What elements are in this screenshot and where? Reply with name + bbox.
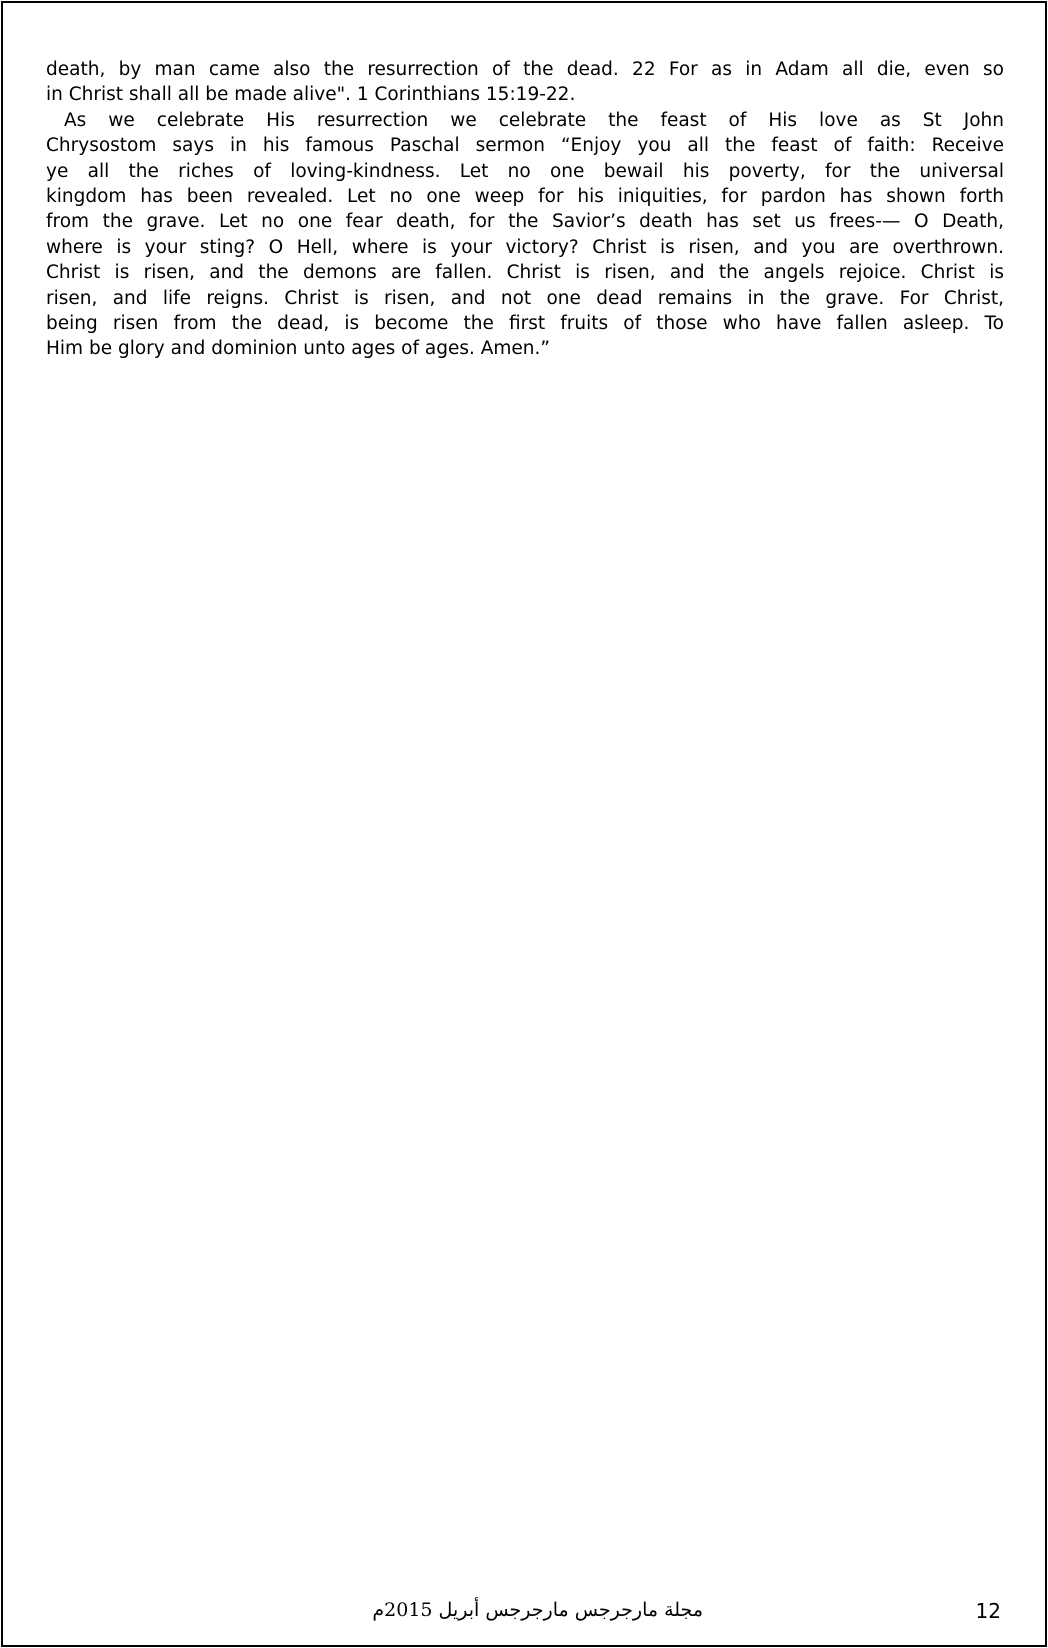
footer-magazine-title: مجلة مارجرجس مارجرجس أبريل 2015م: [372, 1599, 703, 1621]
text-line: ye all the riches of loving-kindness. Let no one bewail his poverty, for the universal: [46, 160, 1004, 182]
text-line: Christ is risen, and the demons are fallen. Christ is risen, and the angels rejoice. Christ is: [46, 262, 1004, 284]
body-text: [46, 57, 1004, 362]
page-number: 12: [975, 1599, 1001, 1623]
text-line: from the grave. Let no one fear death, for the Savior’s death has set us frees-— O Death,: [46, 211, 1004, 233]
text-line: kingdom has been revealed. Let no one weep for his iniquities, for pardon has shown forth: [46, 185, 1004, 207]
text-line: Him be glory and dominion unto ages of ages. Amen.”: [46, 338, 550, 360]
text-line: death, by man came also the resurrection of the dead. 22 For as in Adam all die, even so: [46, 59, 1004, 80]
text-line: risen, and life reigns. Christ is risen, and not one dead remains in the grave. For Christ,: [46, 287, 1004, 309]
text-line: in Christ shall all be made alive". 1 Corinthians 15:19-22.: [46, 84, 576, 106]
text-line: being risen from the dead, is become the first fruits of those who have fallen asleep. To: [46, 312, 1004, 334]
text-line: As we celebrate His resurrection we celebrate the feast of His love as St John: [64, 109, 1004, 131]
page: [1, 1, 1047, 1647]
text-line: Chrysostom says in his famous Paschal sermon “Enjoy you all the feast of faith: Receive: [46, 135, 1004, 157]
text-line: where is your sting? O Hell, where is your victory? Christ is risen, and you are overthrown.: [46, 236, 1004, 258]
